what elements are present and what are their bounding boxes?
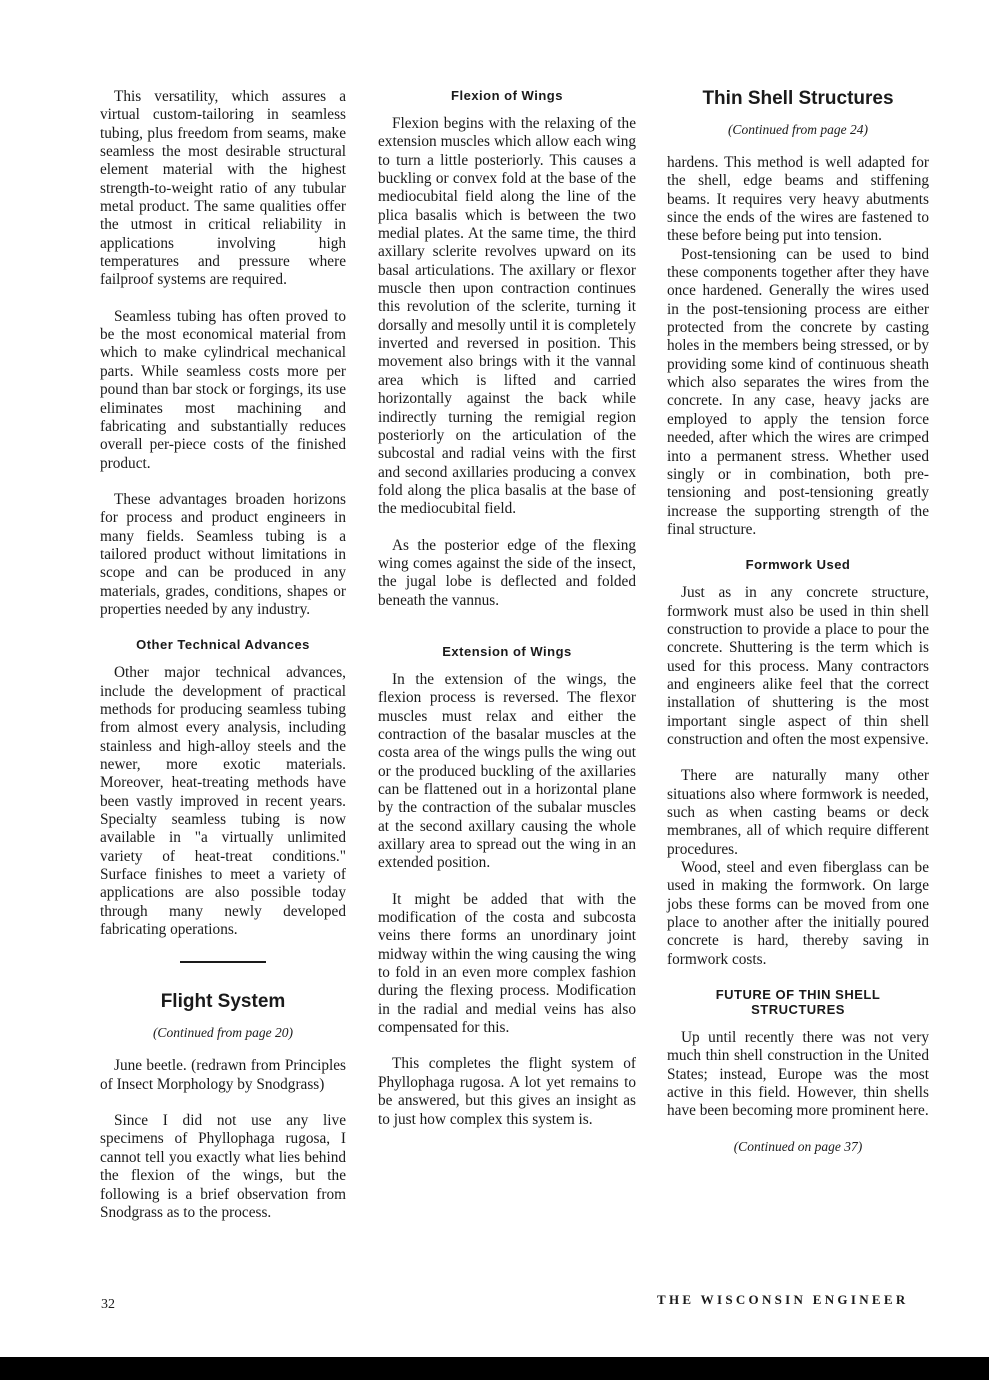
- paragraph: Post-tensioning can be used to bind these components together after they have once hardened. Generally the wires used in the post-tensioning process are either protected from the concrete by casting holes in the members being stressed, or by providing some kind of continuous sheath which also separates the wires from the concrete. In any case, heavy jacks are employed to apply the tension force needed, after which the wires are crimped into a permanent stress. Whether used singly or in combination, both pre-tensioning and post-tensioning greatly increase the supporting strength of the final structure.: [667, 245, 929, 538]
- paragraph: In the extension of the wings, the flexion process is reversed. The flexor muscles must relax and either the contraction of the basalar muscles at the costa area of the wings pulls the wing out or the produced buckling of the axillaries can be flattened out in a horizontal plane by the contraction of the subalar muscles at the second axillary causing the whole axillary area to spread out the wing in an extended position.: [378, 670, 636, 872]
- section-heading-extension-of-wings: Extension of Wings: [442, 643, 572, 659]
- continued-from-note: (Continued from page 20): [152, 1025, 294, 1041]
- paragraph: As the posterior edge of the flexing wing comes against the side of the insect, the jugal lobe is deflected and folded beneath the vannus.: [378, 536, 636, 609]
- scan-border: [0, 1357, 989, 1380]
- paragraph: It might be added that with the modification of the costa and subcosta veins there forms an unordinary joint midway within the wing causing the wing to fold in an even more complex fashion during the flexing process. Modification in the radial and medial veins has also compensated for this.: [378, 890, 636, 1037]
- page-number: 32: [101, 1297, 115, 1312]
- article-title-flight-system: Flight System: [160, 991, 286, 1013]
- column-middle: [378, 88, 636, 1129]
- section-heading-flexion-of-wings: Flexion of Wings: [451, 88, 563, 103]
- column-right: [667, 88, 929, 1171]
- continued-on-note: (Continued on page 37): [733, 1138, 863, 1154]
- paragraph: June beetle. (redrawn from Principles of Insect Morphology by Snodgrass): [100, 1057, 346, 1093]
- paragraph: This completes the flight system of Phyllophaga rugosa. A lot yet remains to be answered, but this gives an insight as to just how complex this system is.: [378, 1055, 636, 1128]
- paragraph: Other major technical advances, include the development of practical methods for producing seamless tubing from almost every analysis, including stainless and high-alloy steels and the newer, more exotic materials. Moreover, heat-treating methods have been vastly improved in recent years. Specialty seamless tubing is now available in "a virtually unlimited variety of heat-treat conditions." Surface finishes to meet a variety of applications are also possible today through many newly developed fabricating operations.: [100, 664, 346, 939]
- paragraph: Flexion begins with the relaxing of the extension muscles which allow each wing to turn a little posteriorly. This causes a buckling or convex fold at the base of the mediocubital field along the line of the plica basalis which is between the two medial plates. At the same time, the third axillary sclerite revolves upward on its basal articulations. The axillary or flexor muscle then upon contraction continues this revolution of the sclerite, turning it dorsally and mesolly until it is completely inverted and reversed in position. This movement also brings with it the vannal area which is lifted and carried horizontally against the back while indirectly turning the remigial region posteriorly on the articulation of the subcostal and radial veins with the first and second axillaries producing a convex fold along the plica basalis at the base of the mediocubital field.: [378, 115, 636, 518]
- paragraph: Just as in any concrete structure, formwork must also be used in thin shell construction to provide a place to pour the concrete. Shuttering is the term which is used for this process. Many contractors and engineers alike feel that the correct installation of shuttering is the most important single aspect of thin shell construction and often the most expensive.: [667, 584, 929, 748]
- section-divider: [180, 961, 266, 963]
- section-heading-future-of-thin-shell: FUTURE OF THIN SHELL STRUCTURES: [715, 987, 881, 1018]
- article-title-thin-shell-structures: Thin Shell Structures: [702, 88, 894, 109]
- paragraph: These advantages broaden horizons for process and product engineers in many fields. Seamless tubing is a tailored product without limitations in scope and can be produced in any materials, grades, conditions, shapes or properties needed by any industry.: [100, 490, 346, 618]
- paragraph: Seamless tubing has often proved to be the most economical material from which to make cylindrical mechanical parts. While seamless costs more per pound than bar stock or forgings, its use eliminates most machining and fabricating and substantially reduces overall per-piece costs of the finished product.: [100, 307, 346, 472]
- paragraph: Since I did not use any live specimens of Phyllophaga rugosa, I cannot tell you exactly what lies behind the flexion of the wings, but the following is a brief observation from Snodgrass as to the process.: [100, 1112, 346, 1221]
- column-left: [100, 88, 346, 1222]
- paragraph: Wood, steel and even fiberglass can be used in making the formwork. On large jobs these forms can be moved from one place to another after the initially poured concrete is hard, thereby saving in formwork costs.: [667, 859, 929, 968]
- section-heading-other-technical-advances: Other Technical Advances: [136, 637, 310, 653]
- paragraph: This versatility, which assures a virtual custom-tailoring in seamless tubing, plus freedom from seams, make seamless the most desirable structural element material with the highest strength-to-weight ratio of any tubular metal product. The same qualities offer the utmost in critical reliability in applications involving high temperatures and pressure where failproof systems are required.: [100, 88, 346, 289]
- running-head: THE WISCONSIN ENGINEER: [657, 1292, 909, 1307]
- section-heading-formwork-used: Formwork Used: [745, 557, 851, 573]
- paragraph: hardens. This method is well adapted for the shell, edge beams and stiffening beams. It requires very heavy abutments since the ends of the wires are fastened to these before being put into tension.: [667, 154, 929, 245]
- paragraph: There are naturally many other situations also where formwork is needed, such as when casting beams or deck membranes, all of which require different procedures.: [667, 767, 929, 858]
- continued-from-note: (Continued from page 24): [727, 122, 869, 137]
- paragraph: Up until recently there was not very much thin shell construction in the United States; instead, Europe was the most active in this field. However, thin shells have been becoming more prominent here.: [667, 1029, 929, 1120]
